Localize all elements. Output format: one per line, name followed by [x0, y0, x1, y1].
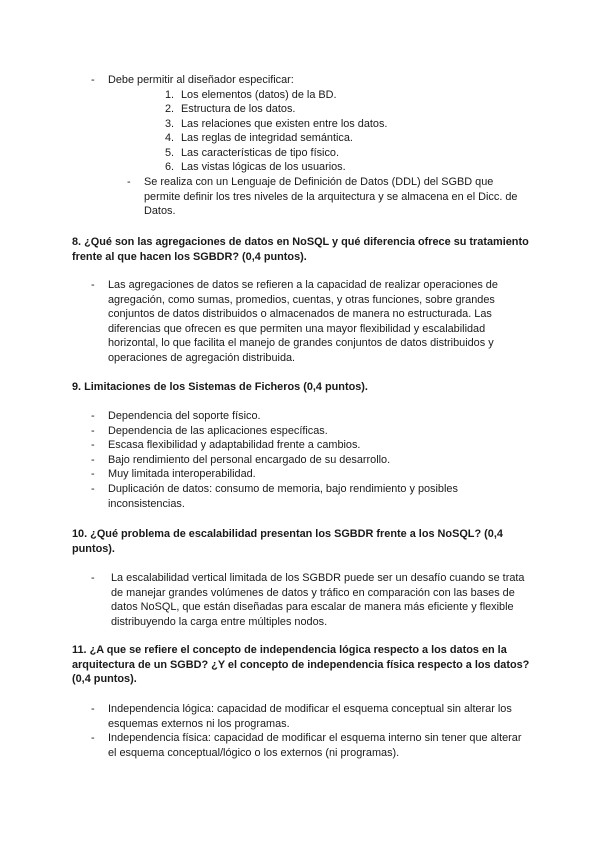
bullet-text: Se realiza con un Lenguaje de Definición de Datos (DDL) del SGBD que permite definir los tres niveles de la arquitectura y se almacena en el Dicc. de Datos. [144, 176, 518, 218]
numbered-item [165, 117, 387, 132]
item-text: Dependencia de las aplicaciones específicas. [108, 425, 328, 437]
item-number: 3. [165, 118, 175, 130]
list-item [91, 409, 531, 424]
item-text: Las características de tipo físico. [181, 147, 339, 159]
bullet-dash: - [91, 425, 95, 437]
answer-item [91, 571, 531, 629]
list-item [91, 424, 531, 439]
bullet-dash: - [91, 572, 95, 584]
question-heading-11: 11. ¿A que se refiere el concepto de independencia lógica respecto a los datos en la arquitectura de un SGBD? ¿Y el concepto de independencia física respecto a los datos? (0,4 puntos). [72, 644, 530, 686]
bullet-dash: - [127, 176, 131, 188]
item-text: Las relaciones que existen entre los datos. [181, 118, 388, 130]
numbered-item [165, 88, 337, 103]
bullet-dash: - [91, 703, 95, 715]
bullet-dash: - [91, 74, 95, 86]
item-text: Los elementos (datos) de la BD. [181, 89, 337, 101]
item-number: 2. [165, 103, 175, 115]
list-item [91, 467, 531, 482]
list-item [91, 438, 531, 453]
bullet-dash: - [91, 732, 95, 744]
question-heading-10: 10. ¿Qué problema de escalabilidad presentan los SGBDR frente a los NoSQL? (0,4 puntos). [72, 528, 503, 555]
numbered-item [165, 102, 295, 117]
bullet-dash: - [91, 439, 95, 451]
answer-text: La escalabilidad vertical limitada de los SGBDR puede ser un desafío cuando se trata de manejar grandes volúmenes de datos y tráfico en comparación con las bases de datos NoSQL, que están diseñadas para escalar de manera más eficiente y flexible distribuyendo la carga entre múltiples nodos. [111, 572, 525, 628]
list-item [91, 453, 531, 468]
item-text: Independencia física: capacidad de modificar el esquema interno sin tener que alterar el esquema conceptual/lógico o los externos (ni programas). [108, 732, 522, 759]
bullet-dash: - [91, 410, 95, 422]
item-text: Dependencia del soporte físico. [108, 410, 261, 422]
bullet-dash: - [91, 468, 95, 480]
answer-text: Las agregaciones de datos se refieren a la capacidad de realizar operaciones de agregación, como sumas, promedios, cuentas, y otras funciones, sobre grandes conjuntos de datos distribuidos o almacenados de manera no estructurada. Las diferencias que ofrecen es que permiten una mayor flexibilidad y escalabilidad horizontal, lo que facilita el manejo de grandes conjuntos de datos distribuidos y operaciones de agregación distribuida. [108, 279, 498, 364]
item-text: Escasa flexibilidad y adaptabilidad frente a cambios. [108, 439, 361, 451]
question-heading-9: 9. Limitaciones de los Sistemas de Ficheros (0,4 puntos). [72, 381, 368, 393]
bullet-dash: - [91, 483, 95, 495]
bullet-text: Debe permitir al diseñador especificar: [108, 74, 294, 86]
list-item [91, 702, 531, 731]
item-text: Independencia lógica: capacidad de modificar el esquema conceptual sin alterar los esquemas externos ni los programas. [108, 703, 512, 730]
numbered-item [165, 146, 339, 161]
list-item [91, 731, 531, 760]
item-text: Muy limitada interoperabilidad. [108, 468, 256, 480]
numbered-item [165, 160, 346, 175]
sub-bullet-item [127, 175, 527, 219]
answer-item [91, 278, 531, 366]
bullet-dash: - [91, 279, 95, 291]
item-text: Las vistas lógicas de los usuarios. [181, 161, 346, 173]
numbered-item [165, 131, 353, 146]
list-item [91, 482, 531, 511]
item-number: 5. [165, 147, 175, 159]
item-text: Bajo rendimiento del personal encargado de su desarrollo. [108, 454, 391, 466]
item-text: Estructura de los datos. [181, 103, 296, 115]
bullet-dash: - [91, 454, 95, 466]
item-text: Las reglas de integridad semántica. [181, 132, 353, 144]
item-number: 6. [165, 161, 175, 173]
item-number: 1. [165, 89, 175, 101]
list-item [91, 73, 531, 88]
question-heading-8: 8. ¿Qué son las agregaciones de datos en NoSQL y qué diferencia ofrece su tratamiento frente al que hacen los SGBDR? (0,4 puntos). [72, 236, 529, 263]
item-number: 4. [165, 132, 175, 144]
item-text: Duplicación de datos: consumo de memoria, bajo rendimiento y posibles inconsistencias. [108, 483, 458, 510]
